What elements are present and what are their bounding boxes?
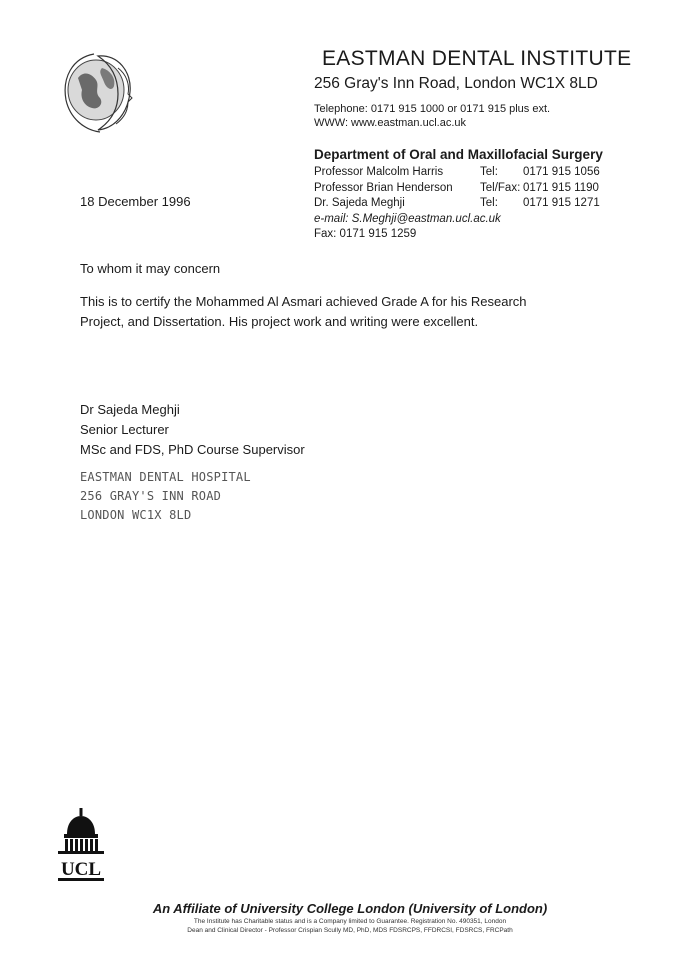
website-line: WWW: www.eastman.ucl.ac.uk xyxy=(314,117,466,129)
ucl-label: UCL xyxy=(60,859,102,880)
staff-phone: 0171 915 1190 xyxy=(523,181,599,194)
stamp-line: 256 GRAY'S INN ROAD xyxy=(80,489,222,503)
letter-date: 18 December 1996 xyxy=(80,194,191,209)
telephone-line: Telephone: 0171 915 1000 or 0171 915 plus ext. xyxy=(314,103,551,115)
staff-name: Professor Malcolm Harris xyxy=(314,166,444,178)
body-line: Project, and Dissertation. His project work and writing were excellent. xyxy=(80,314,479,329)
ucl-dome-logo-icon xyxy=(56,808,106,882)
body-line: This is to certify the Mohammed Al Asmari achieved Grade A for his Research xyxy=(80,294,527,309)
staff-name: Professor Brian Henderson xyxy=(314,181,453,194)
globe-profile-logo-icon xyxy=(58,48,138,134)
footer-fine-print: The Institute has Charitable status and is a Company limited to Guarantee. Registration No. 490351, London xyxy=(193,918,507,925)
staff-row xyxy=(314,165,600,181)
fax-line: Fax: 0171 915 1259 xyxy=(314,228,417,240)
stamp-line: LONDON WC1X 8LD xyxy=(80,508,192,522)
salutation: To whom it may concern xyxy=(80,261,221,276)
institution-address: 256 Gray's Inn Road, London WC1X 8LD xyxy=(314,75,598,92)
staff-name: Dr. Sajeda Meghji xyxy=(314,197,405,209)
staff-phone: 0171 915 1271 xyxy=(523,197,600,209)
address-stamp xyxy=(80,468,251,525)
signatory-role: MSc and FDS, PhD Course Supervisor xyxy=(80,442,305,457)
staff-phone-label: Tel: xyxy=(480,166,498,178)
signatory-title: Senior Lecturer xyxy=(80,422,169,437)
staff-phone: 0171 915 1056 xyxy=(523,166,600,178)
footer-fine-print: Dean and Clinical Director - Professor Crispian Scully MD, PhD, MDS FDSRCPS, FFDRCSI, FDSRCS, FRCPath xyxy=(187,927,513,934)
department-name: Department of Oral and Maxillofacial Surgery xyxy=(314,147,603,162)
email-line: e-mail: S.Meghji@eastman.ucl.ac.uk xyxy=(314,212,501,225)
staff-phone-label: Tel: xyxy=(480,197,498,209)
staff-contact-list xyxy=(314,165,600,243)
staff-row xyxy=(314,196,600,212)
staff-row xyxy=(314,181,599,197)
signatory-name: Dr Sajeda Meghji xyxy=(80,402,180,417)
institution-name: EASTMAN DENTAL INSTITUTE xyxy=(322,47,632,70)
affiliate-line: An Affiliate of University College London (University of London) xyxy=(152,901,548,916)
stamp-line: EASTMAN DENTAL HOSPITAL xyxy=(80,470,251,484)
staff-phone-label: Tel/Fax: xyxy=(480,181,521,194)
